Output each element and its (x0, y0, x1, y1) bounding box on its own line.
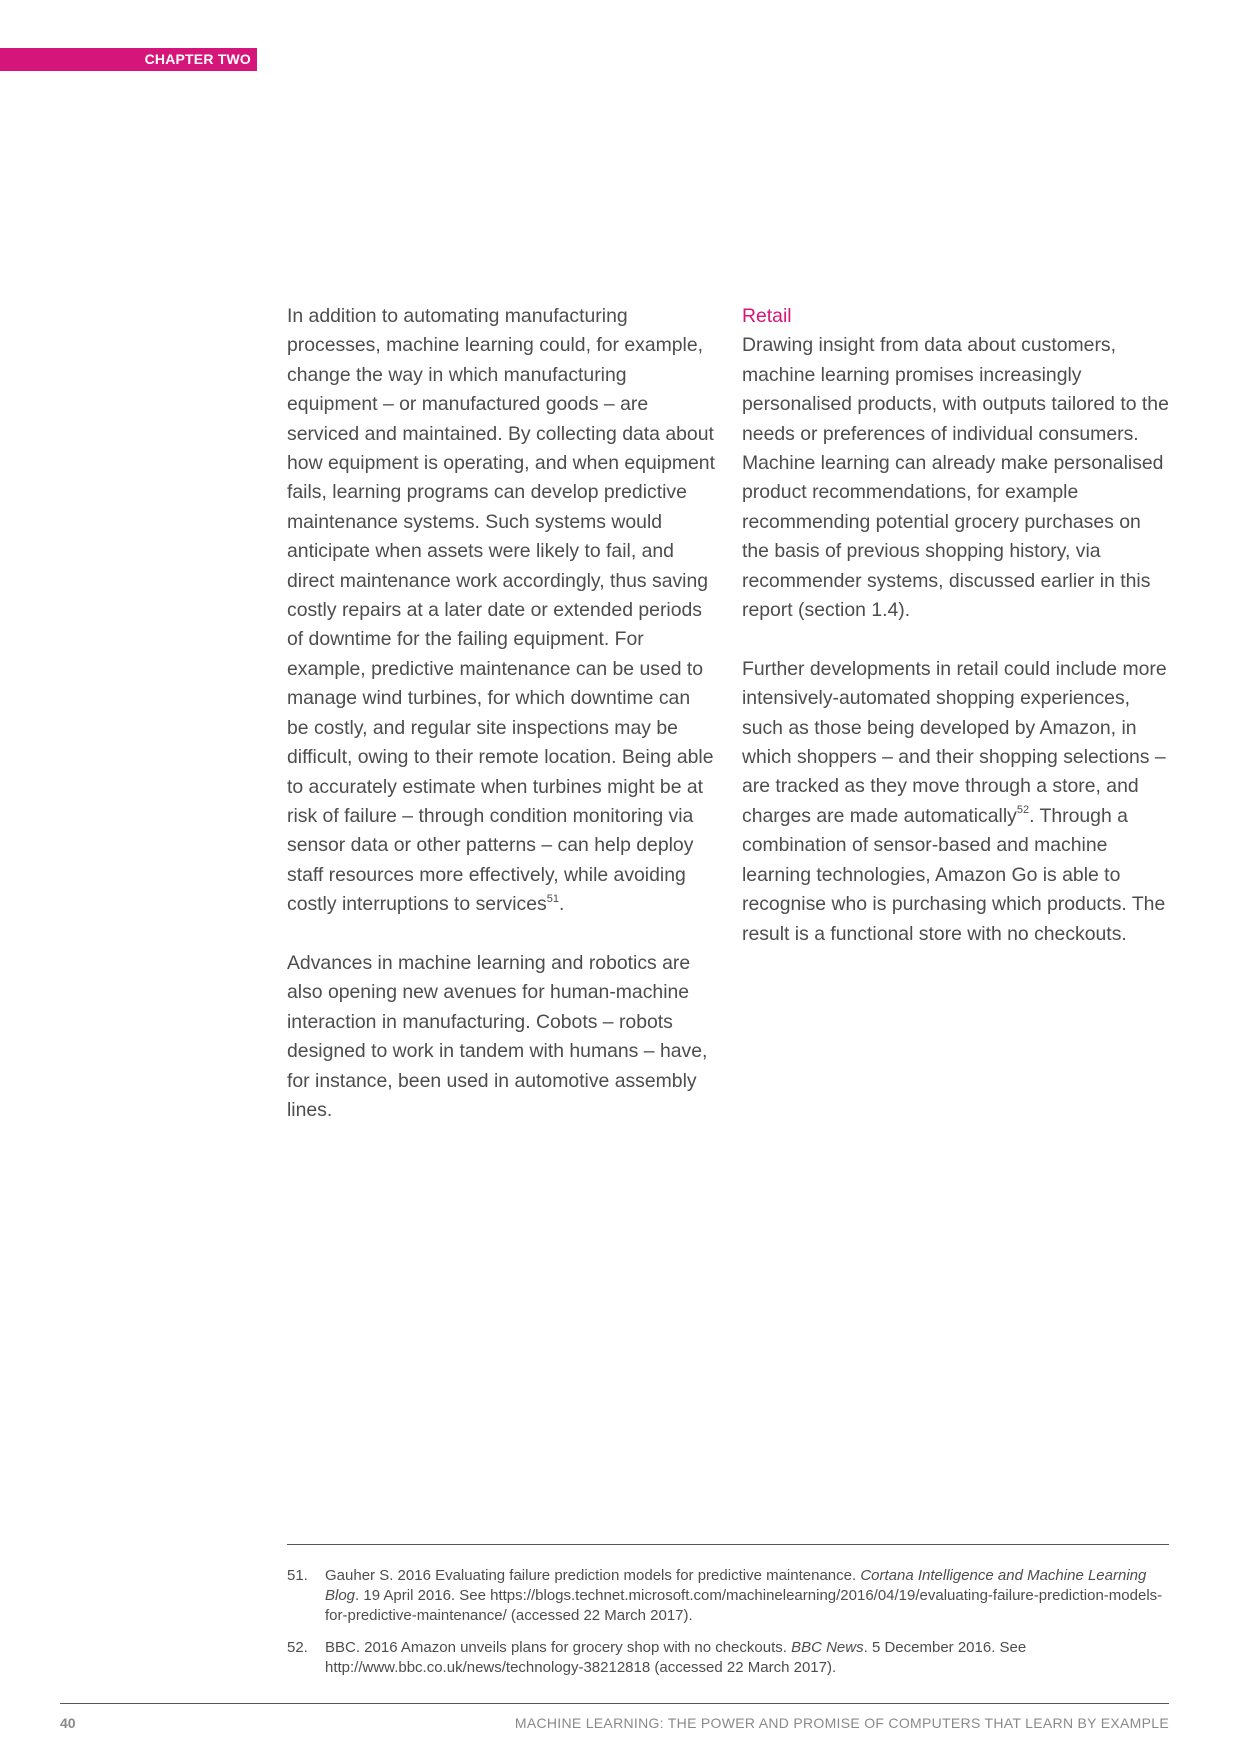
footnote-ref[interactable]: 51 (546, 892, 559, 905)
footnote-text (325, 1638, 1169, 1678)
paragraph-end: . (558, 893, 565, 916)
footnote-number: 51. (287, 1567, 308, 1584)
section-heading-retail: Retail (742, 305, 792, 327)
body-paragraph (287, 302, 717, 920)
body-paragraph: Drawing insight from data about customers, machine learning promises increasingly personalised products, with outputs tailored to the needs or preferences of individual consumers. Machine learning can already make personalised product recommendations, for example recommending potential grocery purchases on the basis of previous shopping history, via recommender systems, discussed earlier in this report (section 1.4). (742, 334, 1169, 622)
right-column (742, 302, 1172, 978)
footnote-text-part: Gauher S. 2016 Evaluating failure prediction models for predictive maintenance. (325, 1567, 861, 1584)
body-paragraph: Advances in machine learning and robotics are also opening new avenues for human-machine interaction in manufacturing. Cobots – robots designed to work in tandem with humans – have, for instance, been used in automotive assembly lines. (287, 951, 708, 1121)
footer-divider (60, 1703, 1169, 1704)
paragraph-text: Further developments in retail could include more intensively-automated shopping experiences, such as those being developed by Amazon, in which shoppers – and their shopping selections – are tracked as they move through a store, and charges are made automatically (742, 657, 1167, 827)
footnote-divider (287, 1544, 1169, 1545)
left-column (287, 302, 717, 1155)
footnote-item (287, 1638, 1169, 1678)
footnotes (287, 1566, 1169, 1690)
running-title: MACHINE LEARNING: THE POWER AND PROMISE OF COMPUTERS THAT LEARN BY EXAMPLE (514, 1715, 1169, 1731)
page-number: 40 (60, 1715, 76, 1731)
body-paragraph (742, 655, 1172, 949)
chapter-tab: CHAPTER TWO (0, 48, 257, 71)
footnote-item (287, 1566, 1169, 1626)
footnote-number: 52. (287, 1639, 308, 1656)
footnote-text-part: BBC. 2016 Amazon unveils plans for grocery shop with no checkouts. (325, 1639, 792, 1656)
footnote-text-part: . 5 December 2016. See http://www.bbc.co.uk/news/technology-38212818 (accessed 22 March 2017). (325, 1639, 1027, 1676)
footnote-ref[interactable]: 52 (1016, 804, 1030, 817)
footnote-text-part: . 19 April 2016. See https://blogs.technet.microsoft.com/machinelearning/2016/04/19/evaluating-failure-prediction-models-for-predictive-maintenance/ (accessed 22 March 2017). (325, 1587, 1163, 1624)
footnote-source-title: Cortana Intelligence and Machine Learning Blog (325, 1567, 1147, 1604)
footnote-source-title: BBC News (791, 1639, 864, 1656)
paragraph-text: . Through a combination of sensor-based and machine learning technologies, Amazon Go is able to recognise who is purchasing which products. The result is a functional store with no checkouts. (742, 804, 1166, 945)
paragraph-text: In addition to automating manufacturing processes, machine learning could, for example, change the way in which manufacturing equipment – or manufactured goods – are serviced and maintained. By collecting data about how equipment is operating, and when equipment fails, learning programs can develop predictive maintenance systems. Such systems would anticipate when assets were likely to fail, and direct maintenance work accordingly, thus saving costly repairs at a later date or extended periods of downtime for the failing equipment. For example, predictive maintenance can be used to manage wind turbines, for which downtime can be costly, and regular site inspections may be difficult, owing to their remote location. Being able to accurately estimate when turbines might be at risk of failure – through condition monitoring via sensor data or other patterns – can help deploy staff resources more effectively, while avoiding costly interruptions to services (287, 305, 715, 916)
footnote-text (325, 1566, 1169, 1626)
